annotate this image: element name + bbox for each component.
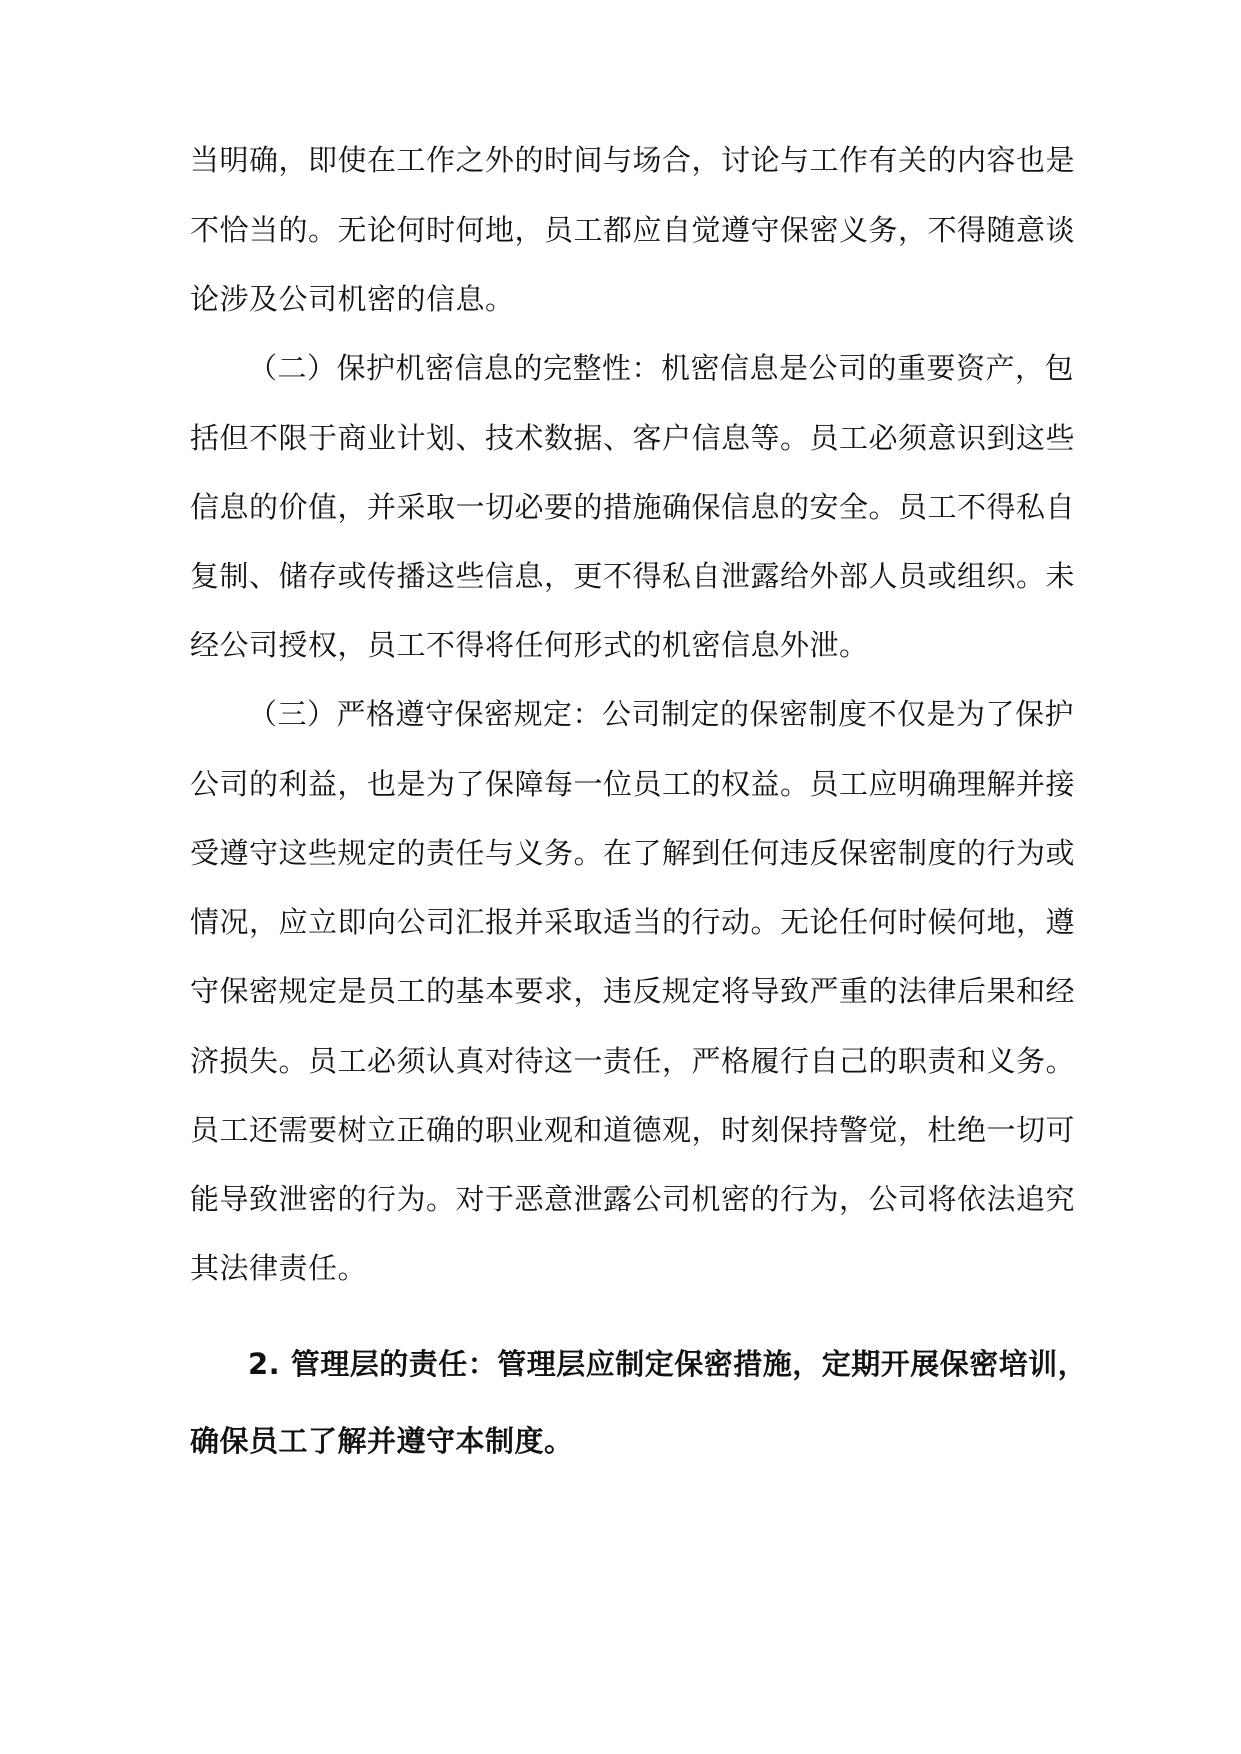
section-2-line-1: （二）保护机密信息的完整性：机密信息是公司的重要资产，包 <box>248 351 1075 385</box>
section-3-line-1: （三）严格遵守保密规定：公司制定的保密制度不仅是为了保护 <box>248 697 1075 731</box>
section-3-line-2: 公司的利益，也是为了保障每一位员工的权益。员工应明确理解并接 <box>190 767 1076 801</box>
section-3-line-7: 员工还需要树立正确的职业观和道德观，时刻保持警觉，杜绝一切可 <box>190 1113 1076 1147</box>
section-2-line-5: 经公司授权，员工不得将任何形式的机密信息外泄。 <box>190 628 869 662</box>
heading-2-line-1: 2. 管理层的责任：管理层应制定保密措施，定期开展保密培训， <box>248 1347 1088 1381</box>
section-2-line-3: 信息的价值，并采取一切必要的措施确保信息的安全。员工不得私自 <box>190 490 1076 524</box>
section-3-line-3: 受遵守这些规定的责任与义务。在了解到任何违反保密制度的行为或 <box>190 836 1076 870</box>
section-3-line-8: 能导致泄密的行为。对于恶意泄露公司机密的行为，公司将依法追究 <box>190 1182 1076 1216</box>
intro-line-1: 当明确，即使在工作之外的时间与场合，讨论与工作有关的内容也是 <box>190 143 1076 177</box>
intro-line-2: 不恰当的。无论何时何地，员工都应自觉遵守保密义务，不得随意谈 <box>190 213 1076 247</box>
intro-line-3: 论涉及公司机密的信息。 <box>190 282 515 316</box>
section-2-line-2: 括但不限于商业计划、技术数据、客户信息等。员工必须意识到这些 <box>190 421 1076 455</box>
section-3-line-6: 济损失。员工必须认真对待这一责任，严格履行自己的职责和义务。 <box>190 1044 1076 1078</box>
section-2-line-4: 复制、储存或传播这些信息，更不得私自泄露给外部人员或组织。未 <box>190 559 1076 593</box>
section-3-line-9: 其法律责任。 <box>190 1251 368 1285</box>
section-3-line-5: 守保密规定是员工的基本要求，违反规定将导致严重的法律后果和经 <box>190 974 1076 1008</box>
section-3-line-4: 情况，应立即向公司汇报并采取适当的行动。无论任何时候何地，遵 <box>190 905 1076 939</box>
heading-2-line-2: 确保员工了解并遵守本制度。 <box>190 1424 574 1458</box>
